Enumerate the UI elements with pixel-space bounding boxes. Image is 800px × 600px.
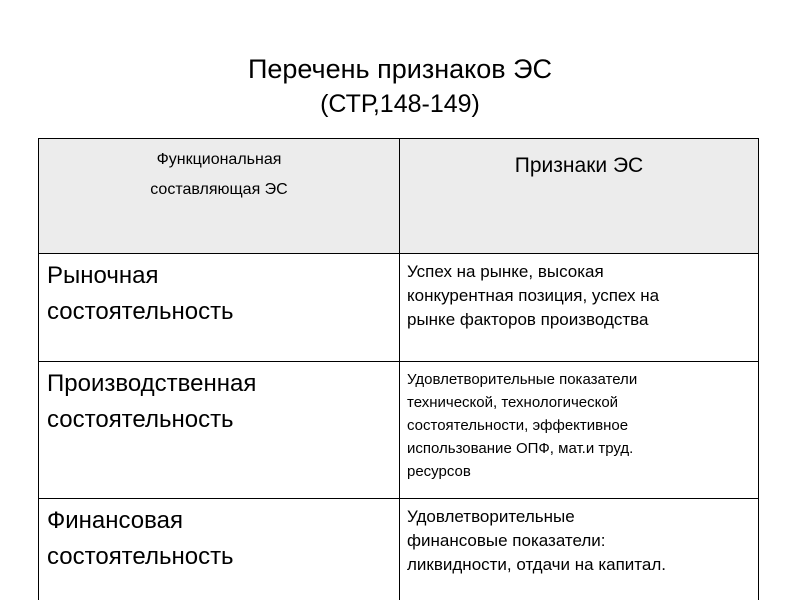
table-row <box>39 254 759 362</box>
row-desc-line: Успех на рынке, высокая <box>407 262 604 281</box>
row-name-line: Рыночная <box>47 262 159 289</box>
row-name-market <box>39 254 400 362</box>
row-name-line: Финансовая <box>47 507 183 534</box>
row-desc-production <box>400 362 759 499</box>
signs-table <box>38 138 759 600</box>
row-name-line: состоятельность <box>47 543 234 570</box>
row-name-line: состоятельность <box>47 298 234 325</box>
row-desc-line: ресурсов <box>407 463 471 480</box>
row-name-production <box>39 362 400 499</box>
row-name-financial <box>39 499 400 600</box>
row-desc-line: рынке факторов производства <box>407 310 649 329</box>
header-right-label: Признаки ЭС <box>514 154 644 177</box>
slide-title: Перечень признаков ЭС <box>247 54 553 84</box>
row-desc-line: конкурентная позиция, успех на <box>407 286 660 305</box>
header-left-line: Функциональная <box>156 151 282 168</box>
row-desc-line: технической, технологической <box>407 394 619 411</box>
row-desc-line: состоятельности, эффективное <box>407 417 629 434</box>
row-desc-line: использование ОПФ, мат.и труд. <box>407 440 634 457</box>
row-desc-market <box>400 254 759 362</box>
header-left-line: составляющая ЭС <box>150 181 288 198</box>
row-desc-line: Удовлетворительные показатели <box>407 371 638 388</box>
row-desc-line: ликвидности, отдачи на капитал. <box>407 555 666 574</box>
row-desc-line: Удовлетворительные <box>407 507 575 526</box>
row-name-line: Производственная <box>47 370 257 397</box>
table-row <box>39 499 759 600</box>
row-desc-line: финансовые показатели: <box>407 531 606 550</box>
row-desc-financial <box>400 499 759 600</box>
header-signs <box>400 139 759 254</box>
slide-subtitle: (СТР,148-149) <box>320 90 480 118</box>
row-name-line: состоятельность <box>47 406 234 433</box>
table-row <box>39 362 759 499</box>
header-functional-component <box>39 139 400 254</box>
table-header-row <box>39 139 759 254</box>
